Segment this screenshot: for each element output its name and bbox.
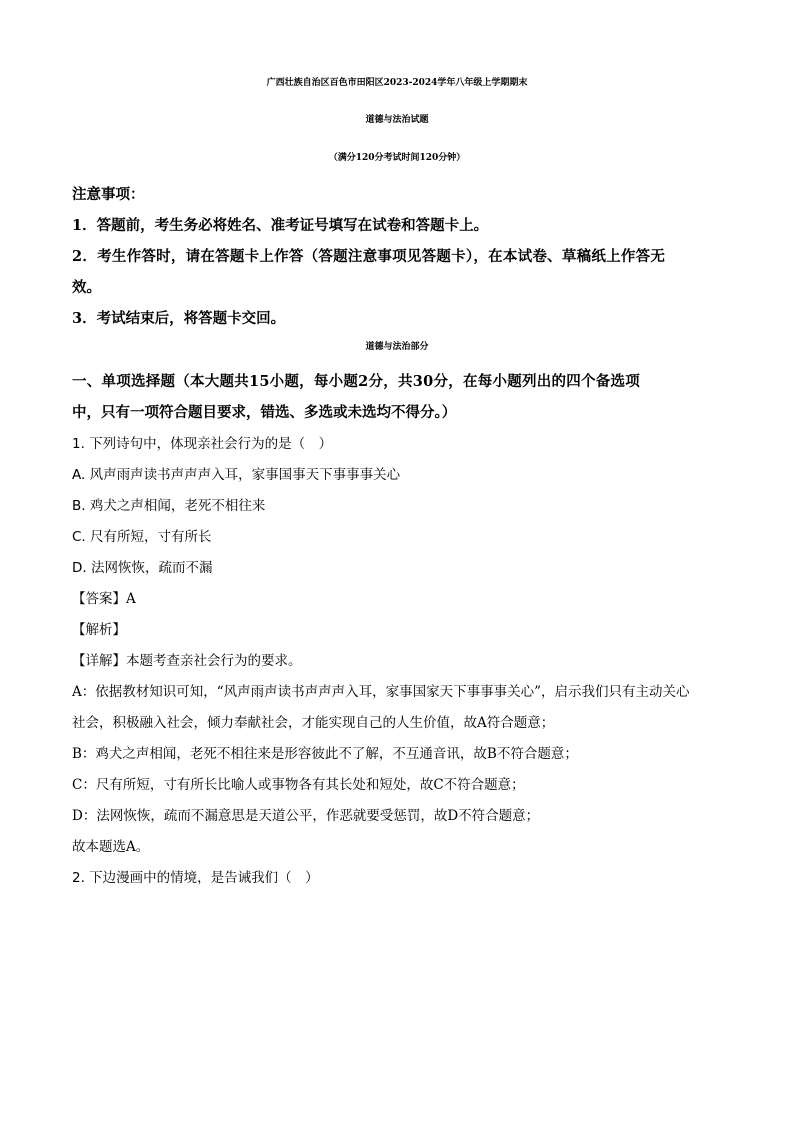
- notice-heading: 注意事项：: [72, 186, 145, 203]
- exam-info: （满分120分考试时间120分钟）: [328, 153, 466, 163]
- q1-detail-a: A：依据教材知识可知，“风声雨声读书声声声入耳，家事国家天下事事事关心”，启示我们只有主动关心: [72, 684, 690, 700]
- q1-detail-d: D：法网恢恢，疏而不漏意思是天道公平，作恶就要受惩罚，故D不符合题意；: [72, 808, 540, 824]
- notice-item-2: 2．考生作答时，请在答题卡上作答（答题注意事项见答题卡），在本试卷、草稿纸上作答无: [72, 248, 666, 265]
- q2-stem: 2. 下边漫画中的情境，是告诫我们（ ）: [72, 870, 319, 886]
- q1-detail-a-cont: 社会，积极融入社会，倾力奉献社会，才能实现自己的人生价值，故A符合题意；: [72, 715, 555, 731]
- q1-answer: 【答案】A: [72, 591, 136, 607]
- q1-option-b: B. 鸡犬之声相闻，老死不相往来: [72, 498, 266, 514]
- q1-detail-intro: 【详解】本题考查亲社会行为的要求。: [72, 653, 302, 669]
- notice-item-3: 3．考试结束后，将答题卡交回。: [72, 310, 286, 327]
- q1-option-c: C. 尺有所短，寸有所长: [72, 529, 212, 545]
- part1-instructions: 一、单项选择题（本大题共15小题，每小题2分，共30分，在每小题列出的四个备选项: [72, 373, 640, 390]
- q1-option-d: D. 法网恢恢，疏而不漏: [72, 560, 213, 576]
- q1-option-a: A. 风声雨声读书声声声入耳，家事国事天下事事事关心: [72, 467, 401, 483]
- q1-detail-c: C：尺有所短，寸有所长比喻人或事物各有其长处和短处，故C不符合题意；: [72, 777, 525, 793]
- exam-subtitle: 道德与法治试题: [365, 115, 429, 125]
- q1-conclusion: 故本题选A。: [72, 839, 150, 855]
- part1-instructions-cont: 中，只有一项符合题目要求，错选、多选或未选均不得分。）: [72, 404, 457, 421]
- q1-analysis-label: 【解析】: [72, 622, 126, 638]
- q1-detail-b: B：鸡犬之声相闻，老死不相往来是形容彼此不了解，不互通音讯，故B不符合题意；: [72, 746, 578, 762]
- section-title: 道德与法治部分: [365, 342, 429, 352]
- notice-item-2-cont: 效。: [72, 279, 101, 296]
- exam-title: 广西壮族自治区百色市田阳区2023-2024学年八年级上学期期末: [266, 78, 528, 88]
- q1-stem: 1. 下列诗句中，体现亲社会行为的是（ ）: [72, 436, 333, 452]
- notice-item-1: 1．答题前，考生务必将姓名、准考证号填写在试卷和答题卡上。: [72, 217, 489, 234]
